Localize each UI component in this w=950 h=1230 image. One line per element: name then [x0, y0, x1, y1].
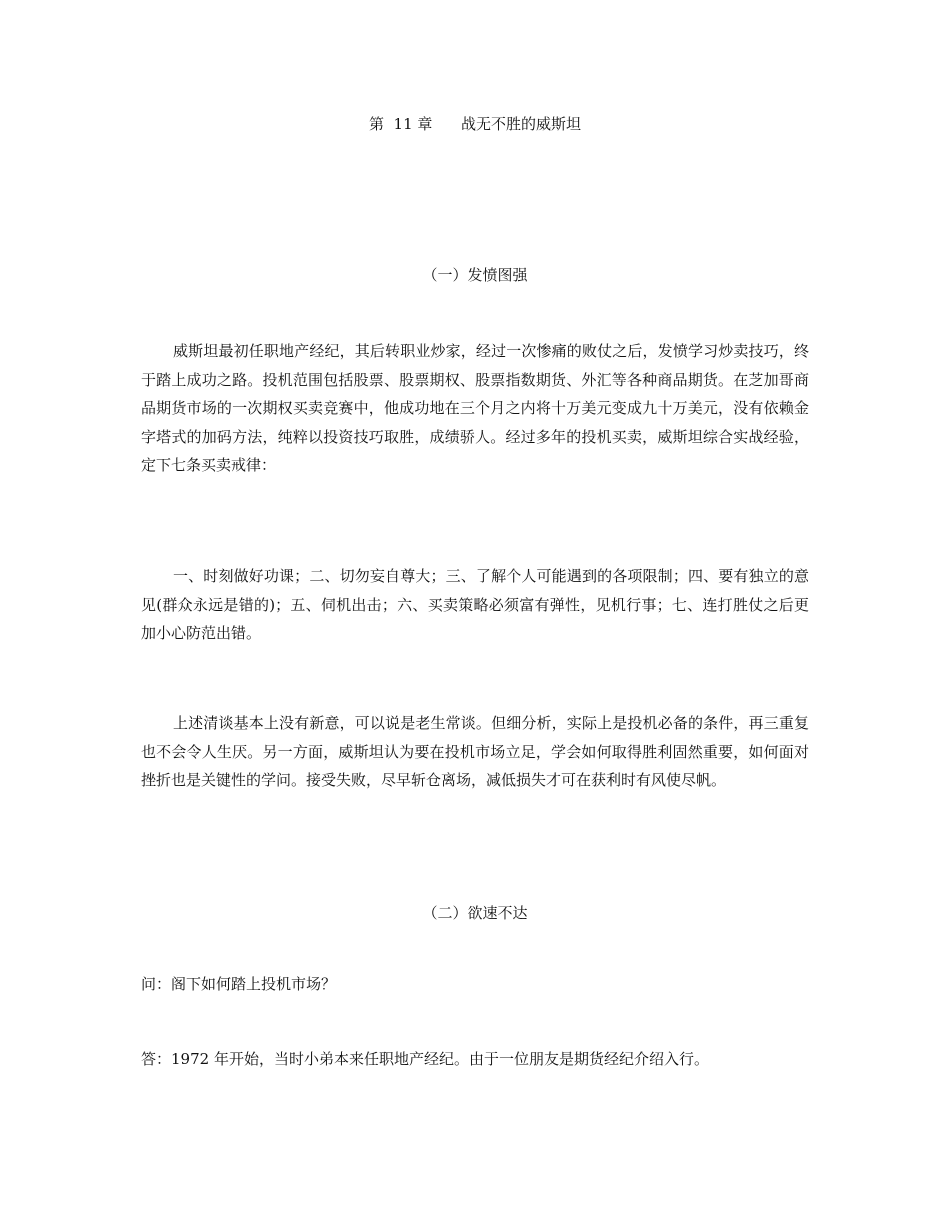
answer-text: 答：1972 年开始，当时小弟本来任职地产经纪。由于一位朋友是期货经纪介绍入行。 [141, 1050, 709, 1068]
question-text: 问：阁下如何踏上投机市场？ [141, 975, 337, 993]
section-title-2: （二）欲速不达 [422, 904, 528, 922]
paragraph-1: 威斯坦最初任职地产经纪，其后转职业炒家，经过一次惨痛的败仗之后，发愤学习炒卖技巧，终于踏上成功之路。投机范围包括股票、股票期权、股票指数期货、外汇等各种商品期货。在芝加哥商品期货市场的一次期权买卖竞赛中，他成功地在三个月之内将十万美元变成九十万美元，没有依赖金字塔式的加码方法，纯粹以投资技巧取胜，成绩骄人。经过多年的投机买卖，威斯坦综合实战经验，定下七条买卖戒律： [141, 342, 809, 475]
paragraph-3: 上述清谈基本上没有新意，可以说是老生常谈。但细分析，实际上是投机必备的条件，再三重复也不会令人生厌。另一方面，威斯坦认为要在投机市场立足，学会如何取得胜利固然重要，如何面对挫折也是关键性的学问。接受失败，尽早斩仓离场，减低损失才可在获利时有风使尽帆。 [141, 714, 809, 790]
chapter-title: 第 11 章 战无不胜的威斯坦 [368, 115, 581, 133]
section-title-1: （一）发愤图强 [422, 266, 528, 284]
paragraph-2: 一、时刻做好功课；二、切勿妄自尊大；三、了解个人可能遇到的各项限制；四、要有独立的意见(群众永远是错的)；五、伺机出击；六、买卖策略必须富有弹性，见机行事；七、连打胜仗之后更加小心防范出错。 [141, 567, 809, 643]
